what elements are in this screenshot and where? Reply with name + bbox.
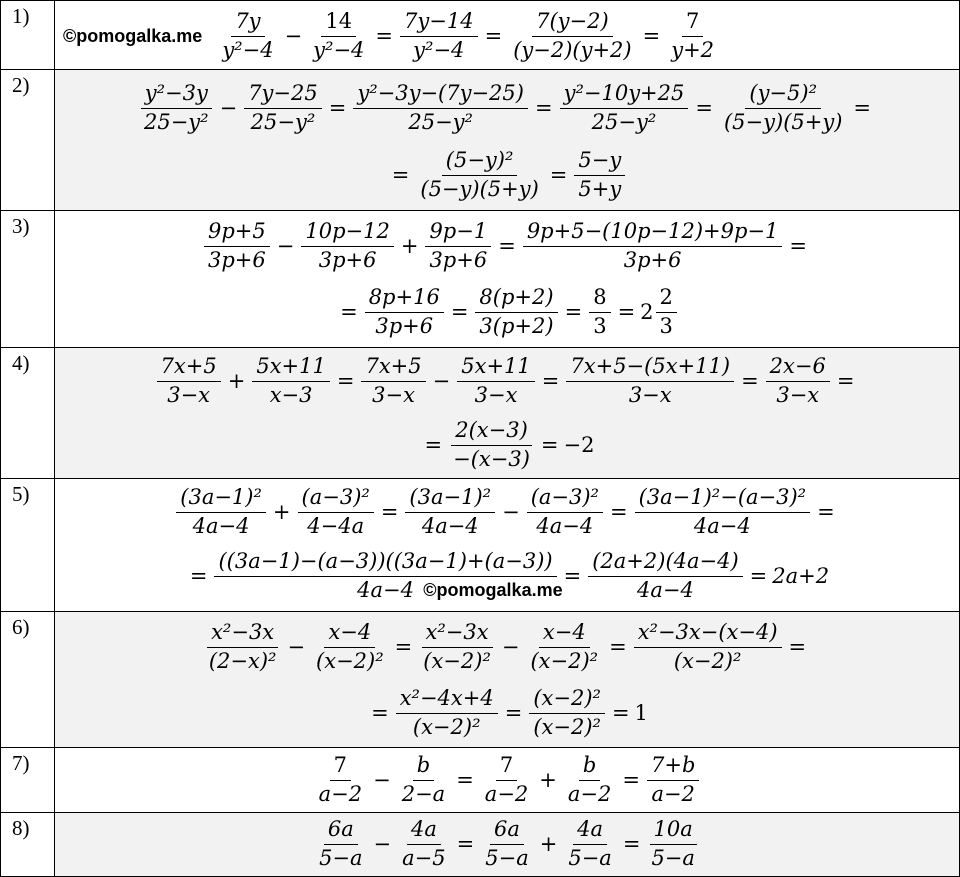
denominator: 4−4a	[307, 513, 365, 538]
fraction	[353, 81, 528, 134]
numerator: 7x+5−(5x+11)	[566, 354, 734, 381]
operator: +	[227, 369, 246, 393]
result-value: 2	[640, 300, 654, 324]
operator: −	[219, 96, 238, 120]
denominator: (2−x)²	[208, 648, 277, 673]
equation-line	[55, 281, 959, 343]
denominator: 3−x	[372, 382, 415, 407]
numerator: 4a	[573, 817, 607, 844]
operator: =	[695, 96, 713, 120]
fraction	[157, 354, 221, 407]
numerator: (3a−1)²	[176, 485, 266, 512]
operator: =	[788, 635, 807, 659]
numerator: 10a	[650, 817, 697, 844]
denominator: 3−x	[474, 382, 518, 407]
equation	[174, 485, 839, 538]
equation-line	[55, 616, 959, 678]
table-row	[0, 748, 960, 813]
fraction	[564, 753, 615, 806]
equation	[387, 148, 627, 201]
numerator: 7	[496, 753, 517, 780]
fraction	[400, 9, 478, 62]
numerator: 9p+5−(10p−12)+9p−1	[523, 219, 783, 246]
denominator: (5−y)(5+y)	[420, 176, 539, 201]
numerator: 5x+11	[252, 354, 330, 381]
numerator: 9p−1	[425, 219, 491, 246]
fraction	[529, 686, 605, 739]
equation-line	[55, 545, 959, 607]
equation-line	[55, 76, 959, 140]
fraction	[315, 817, 366, 870]
operator: =	[789, 234, 808, 258]
watermark-text: ©pomogalka.me	[423, 579, 563, 600]
denominator: (x−2)²	[530, 648, 599, 673]
numerator: 14	[321, 9, 356, 36]
fraction	[419, 620, 495, 673]
result-value: 1	[634, 701, 648, 725]
equation-line	[55, 813, 959, 875]
operator: =	[617, 300, 636, 324]
fraction	[475, 285, 557, 338]
denominator: 3p+6	[318, 247, 377, 272]
fraction	[312, 620, 388, 673]
fraction	[244, 81, 322, 134]
equation	[138, 81, 876, 134]
numerator: b	[579, 753, 600, 780]
fraction	[309, 9, 368, 62]
numerator: (a−3)²	[298, 485, 374, 512]
equation	[313, 753, 702, 806]
denominator: 4a−4	[637, 577, 694, 602]
equation	[335, 285, 679, 338]
numerator: 10p−12	[301, 219, 393, 246]
operator: =	[741, 369, 759, 393]
operator: =	[371, 701, 389, 725]
denominator: a−2	[567, 781, 612, 806]
result-value: 2a+2	[772, 564, 830, 588]
operator: =	[749, 564, 768, 588]
row-content	[55, 70, 960, 211]
numerator: x−4	[324, 620, 375, 647]
equation-line	[55, 414, 959, 476]
fraction	[214, 549, 563, 602]
fraction	[526, 620, 602, 673]
denominator: 4a−4	[357, 577, 414, 602]
numerator: x²−3x	[422, 620, 493, 647]
denominator: 4a−4	[421, 513, 479, 538]
fraction	[301, 219, 393, 272]
operator: =	[540, 433, 559, 457]
denominator: −(x−3)	[453, 446, 530, 471]
fraction	[405, 485, 495, 538]
fraction	[635, 485, 811, 538]
numerator: 7x+5	[157, 354, 221, 381]
equation	[366, 686, 648, 739]
denominator: y²−4	[313, 37, 365, 62]
row-content	[55, 612, 960, 748]
numerator: 7y	[231, 9, 264, 36]
denominator: (x−2)²	[673, 648, 742, 673]
operator: =	[564, 300, 583, 324]
equation	[203, 620, 811, 673]
equation-line	[55, 144, 959, 206]
operator: =	[391, 163, 410, 187]
operator: +	[400, 234, 419, 258]
denominator: (5−y)(5+y)	[723, 109, 843, 134]
denominator: 25−y²	[143, 109, 209, 134]
equation-line	[55, 215, 959, 277]
operator: −	[502, 500, 520, 524]
equation-line	[55, 481, 959, 543]
table-row	[0, 813, 960, 877]
fraction	[398, 817, 449, 870]
numerator: (x−2)²	[529, 686, 605, 713]
operator: =	[375, 24, 394, 48]
fraction	[398, 753, 449, 806]
numerator: x²−4x+4	[396, 686, 498, 713]
denominator: y²−4	[413, 37, 465, 62]
denominator: 5−a	[568, 845, 612, 870]
operator: =	[622, 768, 640, 792]
row-number: 4)	[0, 348, 55, 479]
denominator: (x−2)²	[533, 714, 601, 739]
fraction	[449, 418, 534, 471]
table-row	[0, 0, 960, 70]
operator: −	[284, 24, 303, 48]
denominator: 25−y²	[250, 109, 316, 134]
row-content	[55, 748, 960, 813]
numerator: 8p+16	[365, 285, 444, 312]
numerator: 2	[656, 285, 677, 312]
denominator: 3p+6	[623, 247, 682, 272]
fraction	[252, 354, 330, 407]
denominator: y+2	[671, 37, 715, 62]
row-content	[55, 1, 960, 70]
numerator: 7	[682, 9, 703, 36]
denominator: 3	[593, 313, 607, 338]
table-row	[0, 479, 960, 612]
operator: =	[622, 832, 641, 856]
denominator: 4a−4	[192, 513, 250, 538]
operator: +	[539, 768, 557, 792]
numerator: ((3a−1)−(a−3))((3a−1)+(a−3))	[214, 549, 556, 576]
numerator: (a−3)²	[527, 485, 603, 512]
operator: −	[373, 768, 391, 792]
fraction	[365, 285, 444, 338]
fraction	[481, 817, 532, 870]
denominator: 3−x	[167, 382, 211, 407]
denominator: 3	[659, 313, 673, 338]
operator: =	[498, 234, 516, 258]
operator: =	[534, 96, 553, 120]
row-number: 6)	[0, 612, 55, 748]
numerator: 6a	[324, 817, 358, 844]
denominator: 3−x	[628, 382, 672, 407]
fraction	[315, 753, 366, 806]
operator: =	[380, 500, 399, 524]
numerator: 2(x−3)	[451, 418, 532, 445]
equation	[313, 817, 701, 870]
fraction	[205, 620, 281, 673]
fraction	[588, 549, 742, 602]
fraction	[564, 817, 615, 870]
operator: =	[336, 369, 355, 393]
fraction	[634, 620, 782, 673]
operator: =	[456, 768, 474, 792]
denominator: 3p+6	[207, 247, 266, 272]
denominator: 5−a	[485, 845, 529, 870]
operator: =	[853, 96, 872, 120]
operator: =	[642, 24, 661, 48]
fraction	[361, 354, 425, 407]
denominator: a−2	[318, 781, 363, 806]
operator: +	[272, 500, 291, 524]
numerator: 5−y	[574, 148, 625, 175]
numerator: 7x+5	[361, 354, 425, 381]
equation	[420, 418, 595, 471]
row-content	[55, 348, 960, 479]
denominator: a−5	[402, 845, 446, 870]
result-value: −2	[563, 433, 595, 457]
numerator: y²−10y+25	[560, 81, 689, 108]
numerator: 4a	[407, 817, 441, 844]
table-row	[0, 70, 960, 211]
operator: =	[484, 24, 503, 48]
numerator: 6a	[490, 817, 524, 844]
numerator: y²−3y−(7y−25)	[353, 81, 528, 108]
denominator: 25−y²	[591, 109, 657, 134]
watermark-text: ©pomogalka.me	[63, 25, 203, 46]
operator: =	[541, 369, 560, 393]
denominator: 3p+6	[429, 247, 488, 272]
numerator: y²−3y	[141, 81, 212, 108]
operator: =	[340, 300, 358, 324]
numerator: (3a−1)²−(a−3)²	[635, 485, 811, 512]
denominator: a−2	[651, 781, 695, 806]
row-number: 8)	[0, 813, 55, 877]
denominator: 25−y²	[408, 109, 473, 134]
operator: =	[836, 369, 855, 393]
denominator: 5+y	[578, 176, 622, 201]
denominator: 3(p+2)	[479, 313, 554, 338]
numerator: 8	[589, 285, 610, 312]
fraction	[140, 81, 213, 134]
denominator: a−2	[484, 781, 529, 806]
operator: =	[456, 832, 475, 856]
fraction	[720, 81, 846, 134]
denominator: x−3	[269, 382, 313, 407]
denominator: 4a−4	[536, 513, 594, 538]
denominator: 4a−4	[693, 513, 751, 538]
denominator: 2−a	[401, 781, 446, 806]
fraction	[481, 753, 532, 806]
operator: =	[609, 635, 627, 659]
operator: =	[328, 96, 347, 120]
fraction	[457, 354, 535, 407]
row-content	[55, 479, 960, 612]
numerator: 9p+5	[204, 219, 270, 246]
numerator: (3a−1)²	[405, 485, 495, 512]
numerator: x²−3x	[207, 620, 278, 647]
numerator: 7(y−2)	[532, 9, 613, 36]
operator: =	[189, 564, 208, 588]
operator: −	[287, 635, 306, 659]
numerator: 2x−6	[766, 354, 830, 381]
denominator: 3−x	[776, 382, 820, 407]
denominator: 5−a	[651, 845, 695, 870]
numerator: 8(p+2)	[475, 285, 557, 312]
operator: =	[611, 701, 630, 725]
fraction	[176, 485, 266, 538]
fraction	[425, 219, 491, 272]
fraction	[509, 9, 635, 62]
numerator: 7	[330, 753, 351, 780]
equation-line	[55, 350, 959, 412]
fraction	[527, 485, 603, 538]
operator: =	[549, 163, 568, 187]
denominator: 3p+6	[375, 313, 434, 338]
numerator: x²−3x−(x−4)	[634, 620, 782, 647]
fraction	[667, 9, 718, 62]
row-number: 1)	[0, 1, 55, 70]
fraction	[218, 9, 277, 62]
numerator: (y−5)²	[745, 81, 821, 108]
row-number: 3)	[0, 211, 55, 348]
denominator: y²−4	[222, 37, 274, 62]
fraction	[204, 219, 270, 272]
table-row	[0, 612, 960, 748]
operator: −	[276, 234, 295, 258]
operator: =	[450, 300, 469, 324]
fraction	[416, 148, 542, 201]
row-number: 5)	[0, 479, 55, 612]
operator: +	[539, 832, 558, 856]
numerator: 7y−25	[244, 81, 322, 108]
numerator: 7+b	[647, 753, 699, 780]
equation	[155, 354, 860, 407]
numerator: (2a+2)(4a−4)	[588, 549, 742, 576]
row-number: 2)	[0, 70, 55, 211]
numerator: (5−y)²	[442, 148, 518, 175]
fraction	[589, 285, 610, 338]
table-row	[0, 348, 960, 479]
denominator: (x−2)²	[423, 648, 491, 673]
row-content	[55, 211, 960, 348]
fraction	[560, 81, 689, 134]
equation	[63, 9, 720, 62]
row-content	[55, 813, 960, 877]
operator: =	[817, 500, 835, 524]
equation	[202, 219, 812, 272]
equation	[185, 549, 829, 602]
operator: −	[501, 635, 520, 659]
operator: =	[504, 701, 523, 725]
operator: −	[373, 832, 392, 856]
fraction	[566, 354, 734, 407]
operator: −	[432, 369, 451, 393]
fraction	[656, 285, 677, 338]
fraction	[647, 753, 699, 806]
operator: =	[609, 500, 628, 524]
numerator: 5x+11	[457, 354, 535, 381]
numerator: x−4	[539, 620, 590, 647]
fraction	[298, 485, 374, 538]
denominator: 5−a	[319, 845, 363, 870]
denominator: (x−2)²	[316, 648, 384, 673]
numerator: 7y−14	[400, 9, 478, 36]
equation-line	[55, 682, 959, 744]
equation-line	[55, 5, 959, 67]
denominator: (x−2)²	[412, 714, 481, 739]
row-number: 7)	[0, 748, 55, 813]
operator: =	[394, 635, 413, 659]
table-row	[0, 211, 960, 348]
equation-line	[55, 749, 959, 811]
operator: =	[424, 433, 443, 457]
fraction	[396, 686, 498, 739]
fraction	[523, 219, 783, 272]
fraction	[647, 817, 698, 870]
denominator: (y−2)(y+2)	[513, 37, 632, 62]
fraction	[574, 148, 625, 201]
numerator: b	[413, 753, 434, 780]
operator: =	[563, 564, 582, 588]
fraction	[766, 354, 830, 407]
